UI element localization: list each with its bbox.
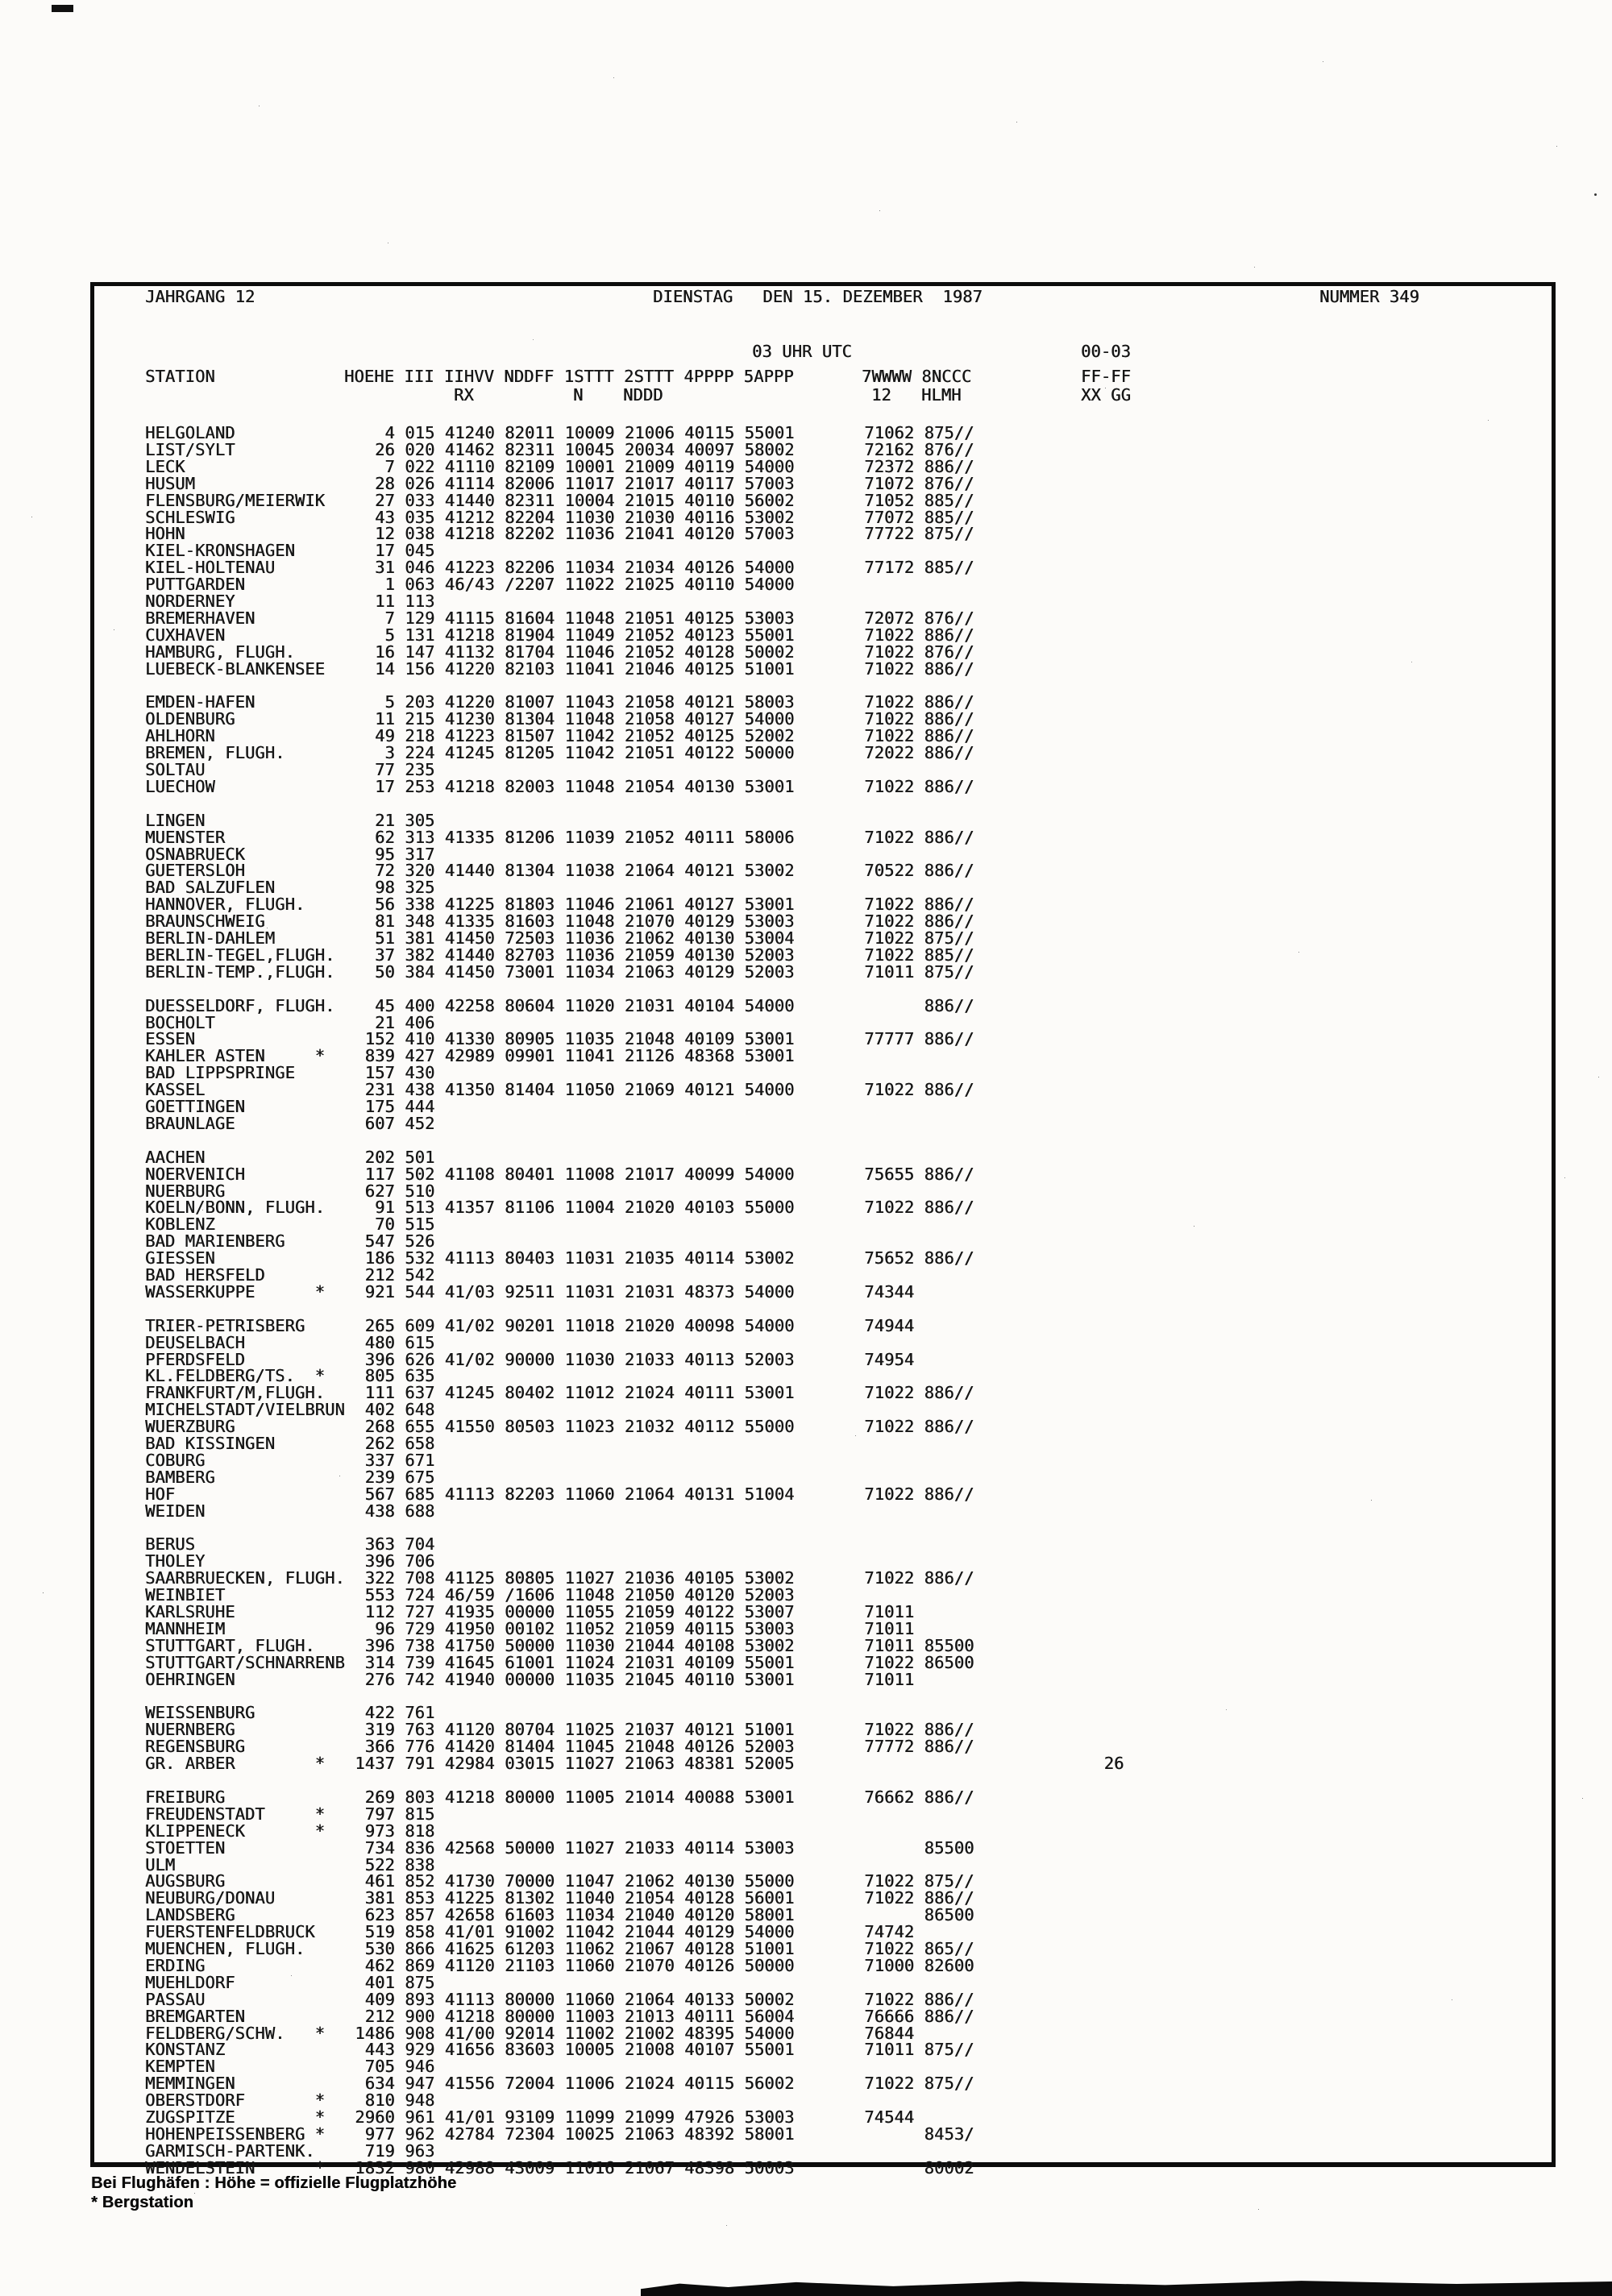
column-header-main: HOEHE III IIHVV NDDFF 1STTT 2STTT 4PPPP 5APPP — [344, 367, 794, 386]
table-row: WEIDEN 438 688 — [145, 1501, 435, 1521]
table-row: AHLHORN 49 218 41223 81507 11042 21052 40125 52002 71022 886// — [145, 726, 974, 745]
table-row: BREMGARTEN 212 900 41218 80000 11003 21013 40111 56004 76666 886// — [145, 2007, 974, 2026]
table-row: FELDBERG/SCHW. * 1486 908 41/00 92014 11002 21002 48395 54000 76844 — [145, 2024, 915, 2043]
table-row: NUERNBERG 319 763 41120 80704 11025 21037 40121 51001 71022 886// — [145, 1720, 974, 1739]
table-row: WUERZBURG 268 655 41550 80503 11023 21032 40112 55000 71022 886// — [145, 1417, 974, 1436]
table-row: CUXHAVEN 5 131 41218 81904 11049 21052 40123 55001 71022 886// — [145, 625, 974, 645]
table-row: COBURG 337 671 — [145, 1451, 435, 1470]
table-row: KIEL-KRONSHAGEN 17 045 — [145, 541, 435, 560]
table-row: BERLIN-DAHLEM 51 381 41450 72503 11036 21062 40130 53004 71022 875// — [145, 928, 974, 948]
table-row: BAD LIPPSPRINGE 157 430 — [145, 1063, 435, 1082]
column-header-station: STATION — [145, 367, 215, 386]
table-row: WEISSENBURG 422 761 — [145, 1703, 435, 1722]
table-row: FLENSBURG/MEIERWIK 27 033 41440 82311 10004 21015 40110 56002 71052 885// — [145, 491, 974, 510]
table-row: ESSEN 152 410 41330 80905 11035 21048 40109 53001 77777 886// — [145, 1029, 974, 1048]
table-row: BAD SALZUFLEN 98 325 — [145, 878, 435, 897]
table-row: KONSTANZ 443 929 41656 83603 10005 21008 40107 55001 71011 875// — [145, 2040, 974, 2059]
table-row: THOLEY 396 706 — [145, 1551, 435, 1571]
table-row: ULM 522 838 — [145, 1855, 435, 1875]
table-row: BAD KISSINGEN 262 658 — [145, 1434, 435, 1453]
table-row: NUERBURG 627 510 — [145, 1181, 435, 1201]
footnote-bergstation: * Bergstation — [91, 2194, 194, 2211]
column-subheader-xxgg: XX GG — [1081, 385, 1131, 405]
table-row: HOF 567 685 41113 82203 11060 21064 40131 51004 71022 886// — [145, 1484, 974, 1504]
table-row: OEHRINGEN 276 742 41940 00000 11035 21045 40110 53001 71011 — [145, 1670, 915, 1689]
column-subheader-hlmh: HLMH — [921, 385, 962, 405]
table-row: BERLIN-TEGEL,FLUGH. 37 382 41440 82703 11036 21059 40130 52003 71022 885// — [145, 945, 974, 965]
table-row: NEUBURG/DONAU 381 853 41225 81302 11040 21054 40128 56001 71022 886// — [145, 1888, 974, 1908]
table-row: WEINBIET 553 724 46/59 /1606 11048 21050 40120 52003 — [145, 1585, 795, 1605]
column-header-group2: 7WWWW 8NCCC — [862, 367, 972, 386]
table-row: STOETTEN 734 836 42568 50000 11027 21033 40114 53003 85500 — [145, 1838, 974, 1858]
table-row: AUGSBURG 461 852 41730 70000 11047 21062 40130 55000 71022 875// — [145, 1871, 974, 1891]
table-row: SAARBRUECKEN, FLUGH. 322 708 41125 80805 11027 21036 40105 53002 71022 886// — [145, 1568, 974, 1588]
table-row: REGENSBURG 366 776 41420 81404 11045 21048 40126 52003 77772 886// — [145, 1737, 974, 1756]
table-row: OLDENBURG 11 215 41230 81304 11048 21058 40127 54000 71022 886// — [145, 709, 974, 729]
table-row: KIEL-HOLTENAU 31 046 41223 82206 11034 21034 40126 54000 77172 885// — [145, 558, 974, 577]
table-row: GR. ARBER * 1437 791 42984 03015 11027 21063 48381 52005 26 — [145, 1754, 1124, 1773]
table-row: HOHN 12 038 41218 82202 11036 21041 40120 57003 77722 875// — [145, 524, 974, 543]
scan-edge-artifact — [641, 2278, 1612, 2296]
time-range: 00-03 — [1081, 342, 1131, 361]
table-row: STUTTGART/SCHNARRENB 314 739 41645 61001 11024 21031 40109 55001 71022 86500 — [145, 1653, 974, 1672]
table-row: PFERDSFELD 396 626 41/02 90000 11030 21033 40113 52003 74954 — [145, 1350, 915, 1369]
table-row: LANDSBERG 623 857 42658 61603 11034 21040 40120 58001 86500 — [145, 1905, 974, 1924]
table-row: OSNABRUECK 95 317 — [145, 845, 435, 864]
table-row: MUENCHEN, FLUGH. 530 866 41625 61203 11062 21067 40128 51001 71022 865// — [145, 1939, 974, 1958]
table-row: AACHEN 202 501 — [145, 1148, 435, 1167]
table-row: TRIER-PETRISBERG 265 609 41/02 90201 11018 21020 40098 54000 74944 — [145, 1316, 915, 1335]
table-row: MANNHEIM 96 729 41950 00102 11052 21059 40115 53003 71011 — [145, 1619, 915, 1638]
table-row: BAD MARIENBERG 547 526 — [145, 1231, 435, 1251]
scan-corner-mark — [52, 5, 73, 12]
table-row: KOELN/BONN, FLUGH. 91 513 41357 81106 11004 21020 40103 55000 71022 886// — [145, 1198, 974, 1217]
table-row: HAMBURG, FLUGH. 16 147 41132 81704 11046 21052 40128 50002 71022 876// — [145, 642, 974, 662]
table-row: GIESSEN 186 532 41113 80403 11031 21035 40114 53002 75652 886// — [145, 1248, 974, 1268]
table-row: WENDELSTEIN * 1832 980 42988 43009 11016 21067 48398 50003 80002 — [145, 2158, 974, 2178]
table-row: LUECHOW 17 253 41218 82003 11048 21054 40130 53001 71022 886// — [145, 777, 974, 796]
column-subheader-nddd: NDDD — [623, 385, 663, 405]
table-row: BREMERHAVEN 7 129 41115 81604 11048 21051 40125 53003 72072 876// — [145, 608, 974, 628]
table-row: MEMMINGEN 634 947 41556 72004 11006 21024 40115 56002 71022 875// — [145, 2074, 974, 2093]
table-row: BRAUNLAGE 607 452 — [145, 1114, 435, 1133]
table-row: BOCHOLT 21 406 — [145, 1013, 435, 1032]
column-subheader-rx: RX — [454, 385, 474, 405]
table-row: LINGEN 21 305 — [145, 811, 435, 830]
column-subheader-12: 12 — [871, 385, 891, 405]
table-row: HELGOLAND 4 015 41240 82011 10009 21006 40115 55001 71062 875// — [145, 423, 974, 442]
column-header-ff: FF-FF — [1081, 367, 1131, 386]
table-row: FRANKFURT/M,FLUGH. 111 637 41245 80402 11012 21024 40111 53001 71022 886// — [145, 1383, 974, 1402]
table-row: NORDERNEY 11 113 — [145, 592, 435, 611]
table-row: BAD HERSFELD 212 542 — [145, 1265, 435, 1285]
table-row: BERUS 363 704 — [145, 1534, 435, 1554]
table-row: PASSAU 409 893 41113 80000 11060 21064 40133 50002 71022 886// — [145, 1990, 974, 2009]
table-row: OBERSTDORF * 810 948 — [145, 2090, 435, 2110]
journal-year: JAHRGANG 12 — [145, 287, 256, 306]
table-row: BAMBERG 239 675 — [145, 1468, 435, 1487]
table-row: KEMPTEN 705 946 — [145, 2057, 435, 2076]
table-row: DEUSELBACH 480 615 — [145, 1333, 435, 1352]
table-row: WASSERKUPPE * 921 544 41/03 92511 11031 21031 48373 54000 74344 — [145, 1282, 915, 1302]
column-subheader-n: N — [573, 385, 584, 405]
table-row: NOERVENICH 117 502 41108 80401 11008 21017 40099 54000 75655 886// — [145, 1165, 974, 1184]
table-row: MICHELSTADT/VIELBRUN 402 648 — [145, 1400, 435, 1419]
table-row: BERLIN-TEMP.,FLUGH. 50 384 41450 73001 11034 21063 40129 52003 71011 875// — [145, 962, 974, 982]
table-row: MUEHLDORF 401 875 — [145, 1973, 435, 1992]
table-row: FREIBURG 269 803 41218 80000 11005 21014 40088 53001 76662 886// — [145, 1787, 974, 1807]
table-row: ERDING 462 869 41120 21103 11060 21070 40126 50000 71000 82600 — [145, 1956, 974, 1975]
table-row: FREUDENSTADT * 797 815 — [145, 1804, 435, 1824]
table-row: MUENSTER 62 313 41335 81206 11039 21052 40111 58006 71022 886// — [145, 828, 974, 847]
table-row: BREMEN, FLUGH. 3 224 41245 81205 11042 21051 40122 50000 72022 886// — [145, 743, 974, 762]
table-row: BRAUNSCHWEIG 81 348 41335 81603 11048 21070 40129 53003 71022 886// — [145, 911, 974, 931]
table-row: GOETTINGEN 175 444 — [145, 1097, 435, 1116]
table-row: FUERSTENFELDBRUCK 519 858 41/01 91002 11042 21044 40129 54000 74742 — [145, 1922, 915, 1941]
table-row: GUETERSLOH 72 320 41440 81304 11038 21064 40121 53002 70522 886// — [145, 861, 974, 880]
table-row: HANNOVER, FLUGH. 56 338 41225 81803 11046 21061 40127 53001 71022 886// — [145, 895, 974, 914]
table-row: PUTTGARDEN 1 063 46/43 /2207 11022 21025 40110 54000 — [145, 575, 795, 594]
table-row: HOHENPEISSENBERG * 977 962 42784 72304 10025 21063 48392 58001 8453/ — [145, 2124, 974, 2144]
table-row: KOBLENZ 70 515 — [145, 1214, 435, 1234]
table-row: LUEBECK-BLANKENSEE 14 156 41220 82103 11041 21046 40125 51001 71022 886// — [145, 659, 974, 679]
table-row: GARMISCH-PARTENK. 719 963 — [145, 2141, 435, 2161]
table-row: EMDEN-HAFEN 5 203 41220 81007 11043 21058 40121 58003 71022 886// — [145, 692, 974, 712]
table-row: ZUGSPITZE * 2960 961 41/01 93109 11099 21099 47926 53003 74544 — [145, 2107, 915, 2127]
observation-time: 03 UHR UTC — [752, 342, 852, 361]
table-row: LECK 7 022 41110 82109 10001 21009 40119 54000 72372 886// — [145, 457, 974, 476]
table-row: STUTTGART, FLUGH. 396 738 41750 50000 11030 21044 40108 53002 71011 85500 — [145, 1636, 974, 1655]
issue-number: NUMMER 349 — [1319, 287, 1419, 306]
table-row: KL.FELDBERG/TS. * 805 635 — [145, 1366, 435, 1385]
table-row: KLIPPENECK * 973 818 — [145, 1821, 435, 1841]
table-row: KARLSRUHE 112 727 41935 00000 11055 21059 40122 53007 71011 — [145, 1602, 915, 1621]
table-row: LIST/SYLT 26 020 41462 82311 10045 20034 40097 58002 72162 876// — [145, 440, 974, 459]
table-row: DUESSELDORF, FLUGH. 45 400 42258 80604 11020 21031 40104 54000 886// — [145, 996, 974, 1015]
table-row: SCHLESWIG 43 035 41212 82204 11030 21030 40116 53002 77072 885// — [145, 508, 974, 527]
table-row: HUSUM 28 026 41114 82006 11017 21017 40117 57003 71072 876// — [145, 474, 974, 493]
table-row: KAHLER ASTEN * 839 427 42989 09901 11041 21126 48368 53001 — [145, 1046, 795, 1065]
table-row: KASSEL 231 438 41350 81404 11050 21069 40121 54000 71022 886// — [145, 1080, 974, 1099]
table-row: SOLTAU 77 235 — [145, 760, 435, 779]
date-line: DIENSTAG DEN 15. DEZEMBER 1987 — [653, 287, 983, 306]
footnote-altitude: Bei Flughäfen : Höhe = offizielle Flugplatzhöhe — [91, 2174, 457, 2192]
